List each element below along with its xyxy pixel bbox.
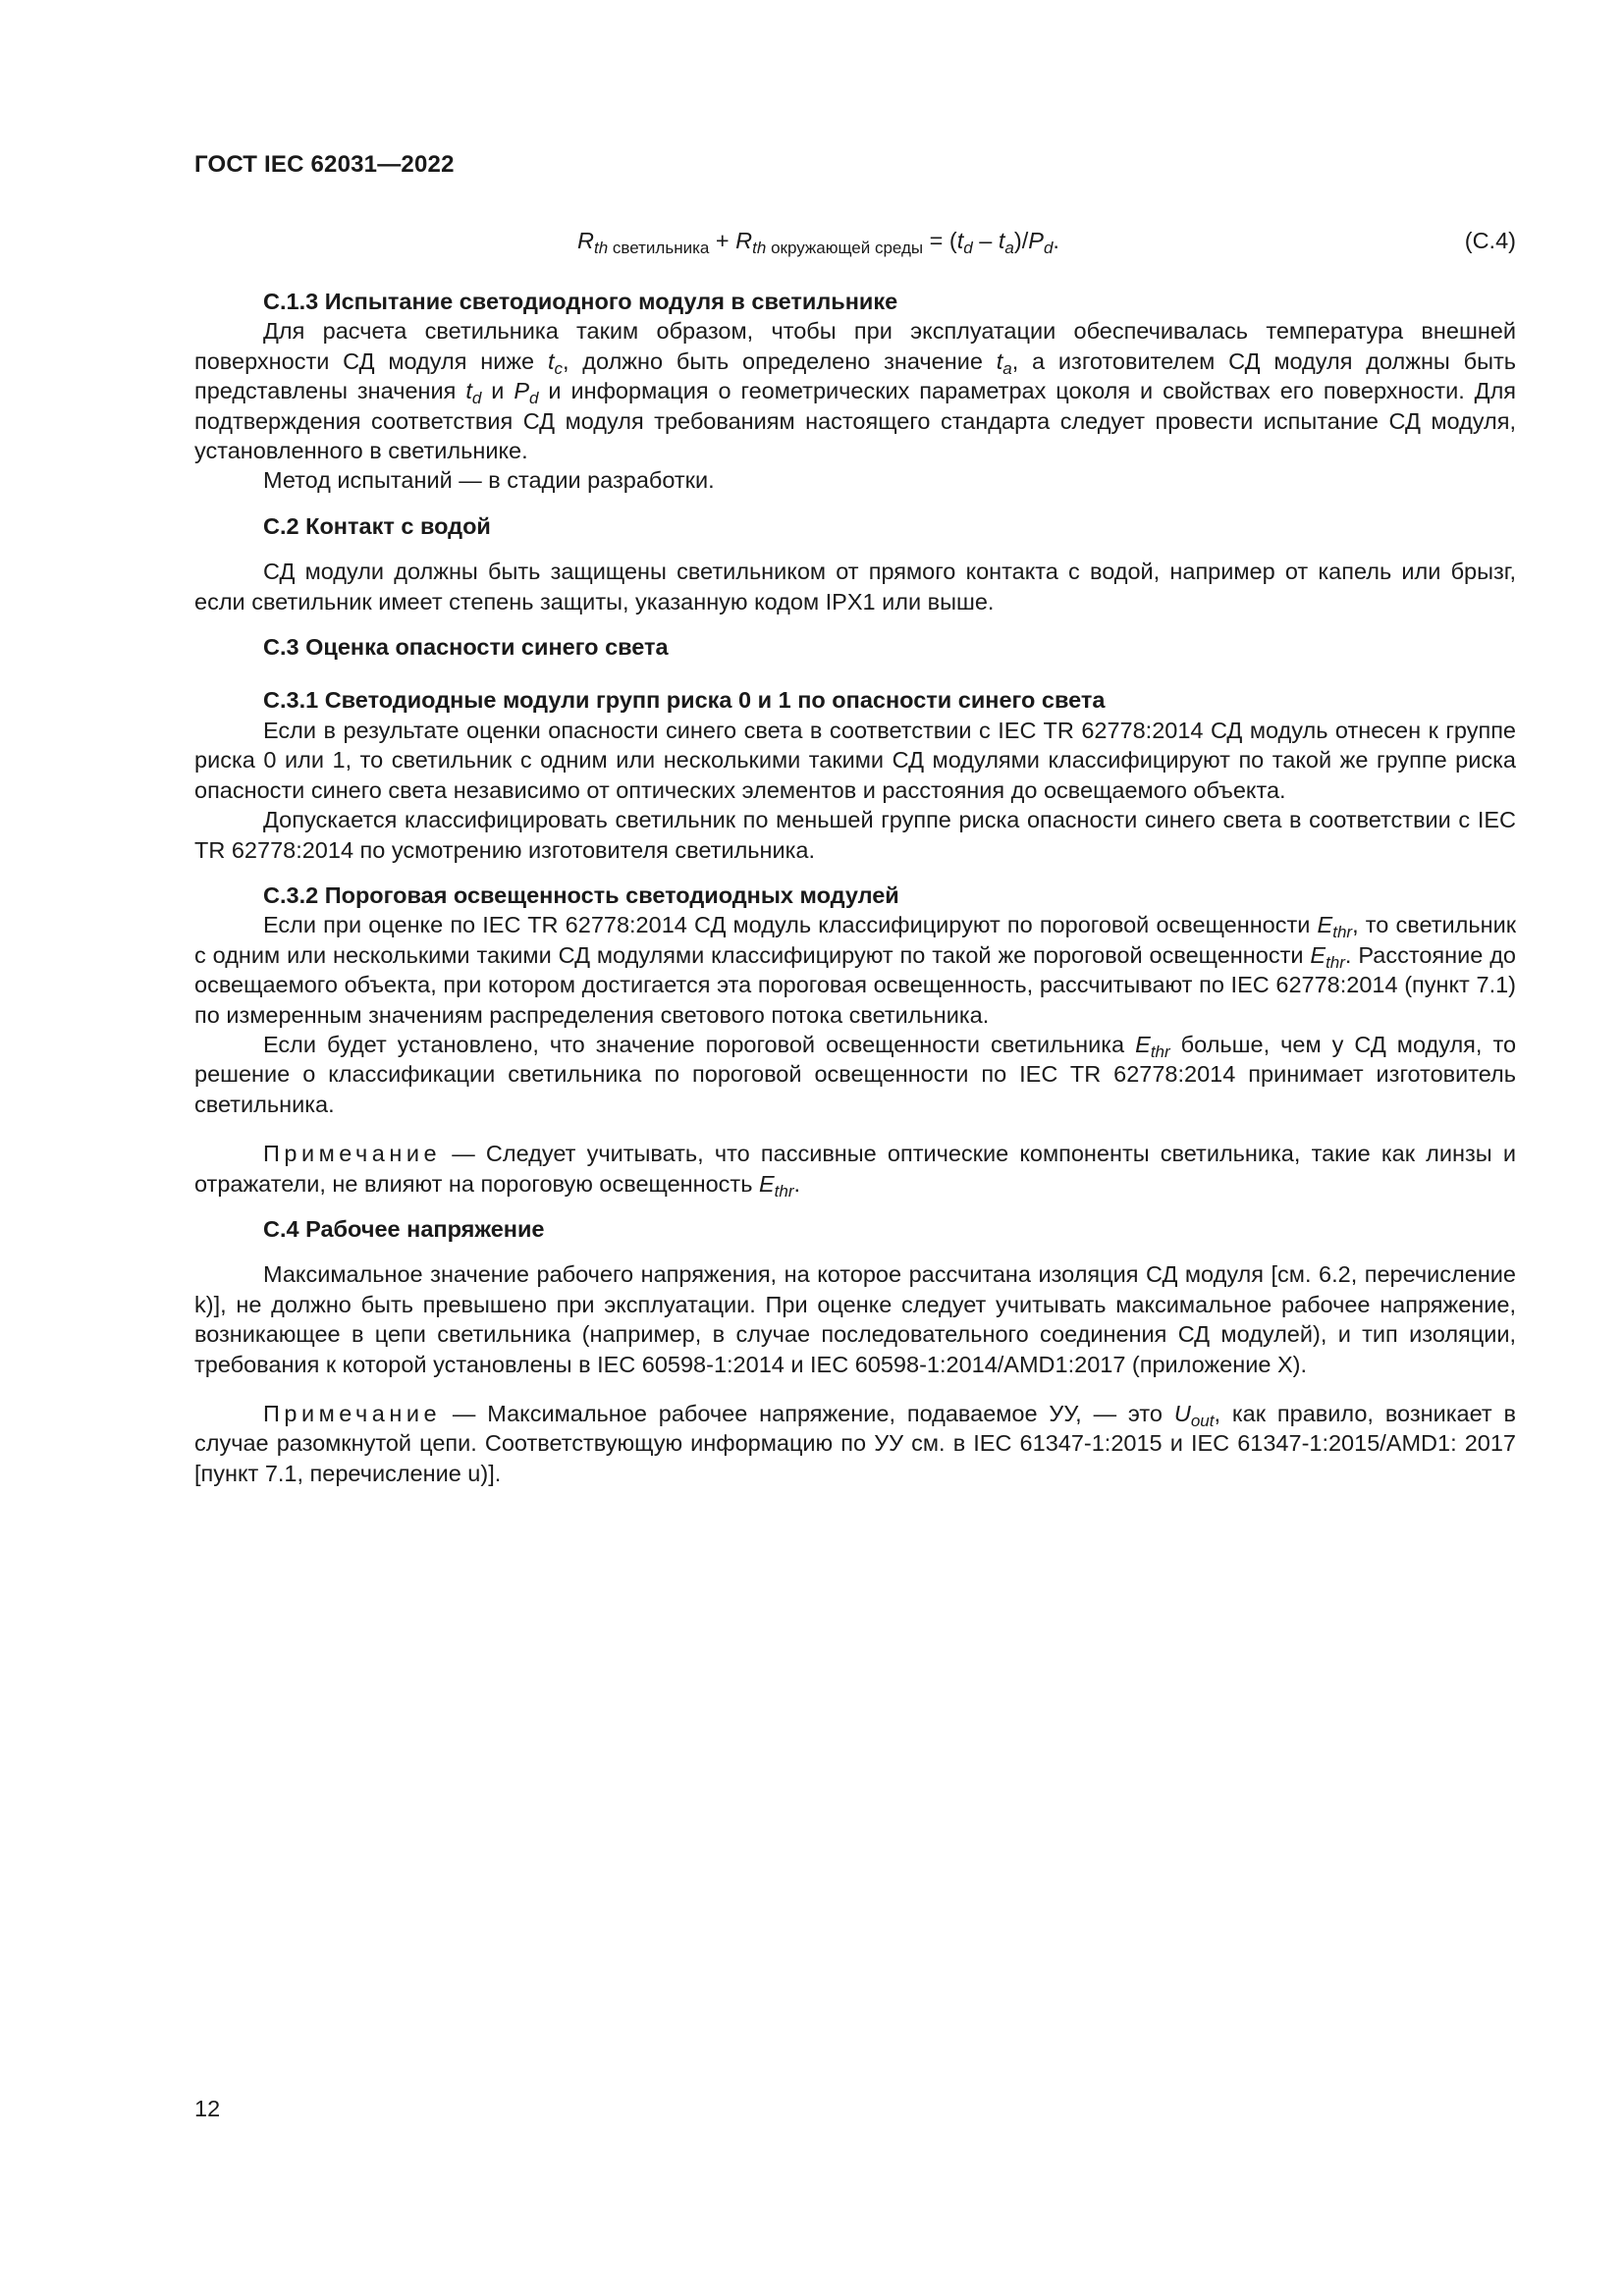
paragraph-c32-1: Если при оценке по IEC TR 62778:2014 СД модуль классифицируют по пороговой освещенности $E_{thr}$, то светильник с одним или несколькими такими СД модулями классифицируют по такой же пороговой освещенности $E_{thr}$. Расстояние до освещаемого объекта, при котором достигается эта пороговая освещенность, рассчитывают по IEC 62778:2014 (пункт 7.1) по измеренным значениям распределения светового потока светильника. [194,912,1516,1028]
paragraph-c31-2: Допускается классифицировать светильник по меньшей группе риска опасности синего света в соответствии с IEC TR 62778:2014 по усмотрению изготовителя светильника. [194,807,1516,863]
paragraph-c4-1: Максимальное значение рабочего напряжения, на которое рассчитана изоляция СД модуля [см. 6.2, перечисление k)], не должно быть превышено при эксплуатации. При оценке следует учитывать максимальное рабочее напряжение, возникающее в цепи светильника (например, в случае последовательного соединения СД модулей), и тип изоляции, требования к которой установлены в IEC 60598-1:2014 и IEC 60598-1:2014/AMD1:2017 (приложение X). [194,1261,1516,1377]
section-title-c2: С.2 Контакт с водой [263,512,491,539]
section-title-c4: С.4 Рабочее напряжение [263,1215,545,1242]
section-title-c3: С.3 Оценка опасности синего света [263,634,669,661]
formula-expression: $R_{th светильника} + R_{th окружающей среды} = (t_d - t_a)/P_d$. [577,228,1059,257]
document-body [194,287,1516,1488]
formula-number: (C.4) [1464,228,1516,253]
paragraph-c13-2: Метод испытаний — в стадии разработки. [263,467,715,494]
section-title-c13: С.1.3 Испытание светодиодного модуля в светильнике [263,289,898,314]
page-number: 12 [194,2096,221,2121]
note-label: Примечание [263,1401,442,1426]
section-title-c32: С.3.2 Пороговая освещенность светодиодных модулей [263,881,899,908]
note-c32: Примечание — Следует учитывать, что пассивные оптические компоненты светильника, такие как линзы и отражатели, не влияют на пороговую освещенность $E_{thr}$. [194,1141,1516,1201]
formula-c4 [194,228,1516,267]
paragraph-c32-2: Если будет установлено, что значение пороговой освещенности светильника $E_{thr}$ больше, чем у СД модуля, то решение о классификации светильника по пороговой освещенности по IEC TR 62778:2014 принимает изготовитель светильника. [194,1031,1517,1117]
note-label: Примечание [263,1141,442,1167]
section-title-c31: С.3.1 Светодиодные модули групп риска 0 и 1 по опасности синего света [263,687,1106,714]
document-header: ГОСТ IEC 62031—2022 [194,151,455,178]
paragraph-c2-1: СД модули должны быть защищены светильником от прямого контакта с водой, например от капель или брызг, если светильник имеет степень защиты, указанную кодом IPX1 или выше. [194,559,1516,614]
paragraph-c13-1: Для расчета светильника таким образом, чтобы при эксплуатации обеспечивалась температура внешней поверхности СД модуля ниже $t_c$, должно быть определено значение $t_a$, а изготовителем СД модуля должны быть представлены значения $t_d$ и $P_d$ и информация о геометрических параметрах цоколя и свойствах его поверхности. Для подтверждения соответствия СД модуля требованиям настоящего стандарта следует провести испытание СД модуля, установленного в светильнике. [194,318,1517,464]
paragraph-c31-1: Если в результате оценки опасности синего света в соответствии с IEC TR 62778:2014 СД модуль отнесен к группе риска 0 или 1, то светильник с одним или несколькими такими СД модулями классифицируют по такой же группе риска опасности синего света независимо от оптических элементов и расстояния до освещаемого объекта. [194,717,1516,803]
note-c4: Примечание — Максимальное рабочее напряжение, подаваемое УУ, — это $U_{out}$, как правило, возникает в случае разомкнутой цепи. Соответствующую информацию по УУ см. в IEC 61347-1:2015 и IEC 61347-1:2015/AMD1: 2017 [пункт 7.1, перечисление u)]. [194,1401,1517,1486]
